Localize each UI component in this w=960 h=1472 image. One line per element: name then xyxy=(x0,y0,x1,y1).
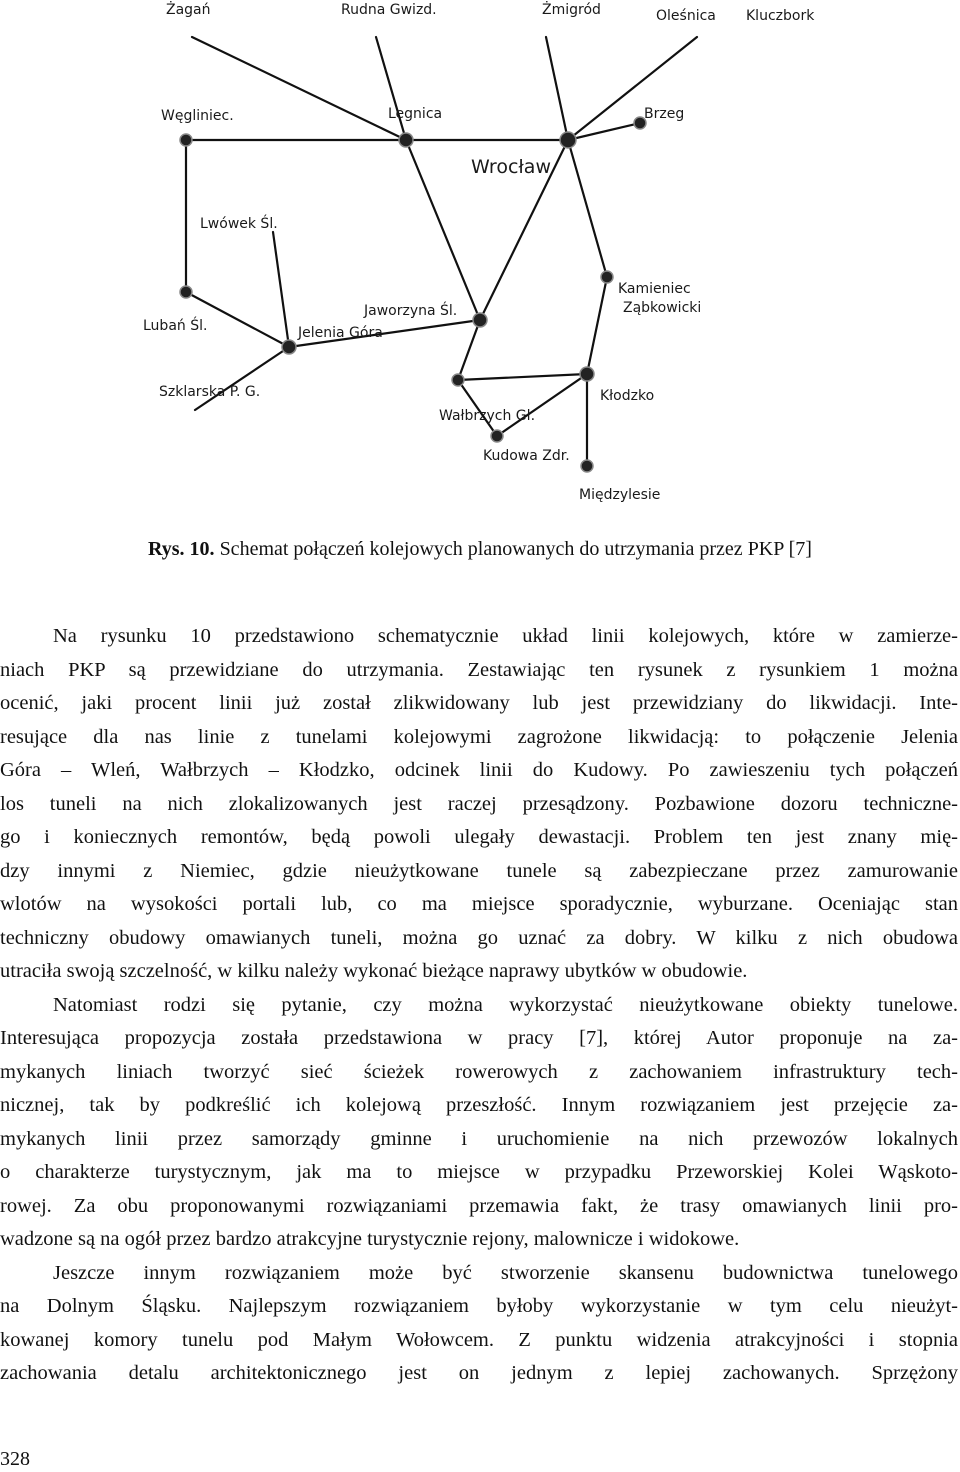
paragraph xyxy=(0,989,958,1257)
station-label-szklarska: Szklarska P. G. xyxy=(159,384,261,400)
station-label-kluczbork: Kluczbork xyxy=(746,8,815,24)
station-label-jelenia: Jelenia Góra xyxy=(298,325,383,341)
text-line: rowej. Za obu proponowanymi rozwiązaniami przemawia fakt, że trasy omawianych linii pro- xyxy=(0,1194,958,1217)
station-node-miedzylesie xyxy=(581,460,593,472)
text-line: ocenić, jaki procent linii już został zlikwidowany lub jest przewidziany do likwidacji. Inte- xyxy=(0,692,958,714)
text-line: Interesująca propozycja została przedstawiona w pracy [7], której Autor proponuje na za- xyxy=(0,1027,958,1049)
station-label-rudna: Rudna Gwizd. xyxy=(341,2,437,18)
text-line: Jeszcze innym rozwiązaniem może być stworzenie skansenu budownictwa tunelowego xyxy=(53,1261,958,1284)
station-label-kamieniec-1: Kamieniec xyxy=(618,281,691,297)
text-line: los tuneli na nich zlokalizowanych jest raczej przesądzony. Pozbawione dozoru techniczne- xyxy=(0,792,958,815)
text-line: o charakterze turystycznym, jak ma to miejsce w przypadku Przeworskiej Kolei Wąskoto- xyxy=(0,1161,958,1183)
station-label-luban: Lubań Śl. xyxy=(143,318,208,334)
station-label-jaworzyna: Jaworzyna Śl. xyxy=(364,303,458,319)
station-node-kudowa xyxy=(491,430,503,442)
text-line: nicznej, tak by podkreślić ich kolejową przeszłość. Innym rozwiązaniem jest przejęcie za- xyxy=(0,1094,958,1116)
text-line: wadzone są na ogół przez bardzo atrakcyjne turystycznie rejony, malownicze i widokowe. xyxy=(0,1228,740,1250)
text-line: utraciła swoją szczelność, w kilku należy wykonać bieżące naprawy ubytków w obudowie. xyxy=(0,960,748,982)
text-line: Natomiast rodzi się pytanie, czy można wykorzystać nieużytkowane obiekty tunelowe. xyxy=(53,993,958,1016)
station-label-zmigrod: Żmigród xyxy=(542,2,601,18)
station-label-legnica: Legnica xyxy=(388,106,443,122)
railway-network-diagram xyxy=(0,0,960,520)
text-line: mykanych liniach tworzyć sieć ścieżek rowerowych z zachowaniem infrastruktury tech- xyxy=(0,1060,958,1083)
text-line: dzy innymi z Niemiec, gdzie nieużytkowane tunele są zabezpieczane przez zamurowanie xyxy=(0,859,958,882)
station-label-kamieniec-2: Ząbkowicki xyxy=(623,300,702,316)
page-number: 328 xyxy=(0,1448,30,1470)
text-line: go i koniecznych remontów, będą powoli ulegały dewastacji. Problem ten jest znany mię- xyxy=(0,826,958,848)
station-label-olesnica: Oleśnica xyxy=(656,8,716,24)
station-label-lwowek: Lwówek Śl. xyxy=(200,216,278,232)
station-node-wroclaw xyxy=(560,132,576,148)
station-node-klodzko xyxy=(580,367,594,381)
text-line: na Dolnym Śląsku. Najlepszym rozwiązaniem byłoby wykorzystanie w tym celu nieużyt- xyxy=(0,1295,958,1317)
figure-caption xyxy=(0,538,960,561)
station-labels xyxy=(143,0,815,503)
station-node-jaworzyna xyxy=(473,313,487,327)
figure-caption-label: Rys. 10. xyxy=(148,538,215,560)
paragraph xyxy=(0,620,958,989)
station-label-kudowa: Kudowa Zdr. xyxy=(483,448,570,464)
station-label-miedzylesie: Międzylesie xyxy=(579,487,661,503)
station-node-legnica xyxy=(399,133,413,147)
text-line: niach PKP są przewidziane do utrzymania. Zestawiając ten rysunek z rysunkiem 1 można xyxy=(0,658,958,681)
station-label-klodzko: Kłodzko xyxy=(600,388,655,404)
station-node-weglieniec xyxy=(180,134,192,146)
station-node-kamieniec xyxy=(601,271,613,283)
station-label-wroclaw: Wrocław xyxy=(471,156,551,178)
station-node-walbrzych xyxy=(452,374,464,386)
paragraph xyxy=(0,1257,958,1391)
station-node-luban xyxy=(180,286,192,298)
station-label-zagan: Żagań xyxy=(166,2,211,18)
body-text xyxy=(0,620,958,1391)
text-line: zachowania detalu architektonicznego jest on jednym z lepiej zachowanych. Sprzężony xyxy=(0,1362,958,1384)
station-node-jelenia xyxy=(282,340,296,354)
station-label-walbrzych: Wałbrzych Gł. xyxy=(439,408,536,424)
text-line: Góra – Wleń, Wałbrzych – Kłodzko, odcinek linii do Kudowy. Po zawieszeniu tych połączeń xyxy=(0,759,958,781)
text-line: techniczny obudowy omawianych tuneli, można go uznać za dobry. W kilku z nich obudowa xyxy=(0,926,958,949)
text-line: mykanych linii przez samorządy gminne i uruchomienie na nich przewozów lokalnych xyxy=(0,1127,958,1150)
text-line: kowanej komory tunelu pod Małym Wołowcem. Z punktu widzenia atrakcyjności i stopnia xyxy=(0,1328,958,1351)
station-label-brzeg: Brzeg xyxy=(644,106,685,122)
text-line: Na rysunku 10 przedstawiono schematycznie układ linii kolejowych, które w zamierze- xyxy=(53,625,958,647)
figure-caption-text: Schemat połączeń kolejowych planowanych do utrzymania przez PKP [7] xyxy=(219,538,812,560)
text-line: wlotów na wysokości portali lub, co ma miejsce sporadycznie, wyburzane. Oceniając stan xyxy=(0,893,958,915)
station-label-weglieniec: Węgliniec. xyxy=(161,108,234,124)
text-line: resujące dla nas linie z tunelami kolejowymi zagrożone likwidacją: to połączenie Jelenia xyxy=(0,725,958,748)
